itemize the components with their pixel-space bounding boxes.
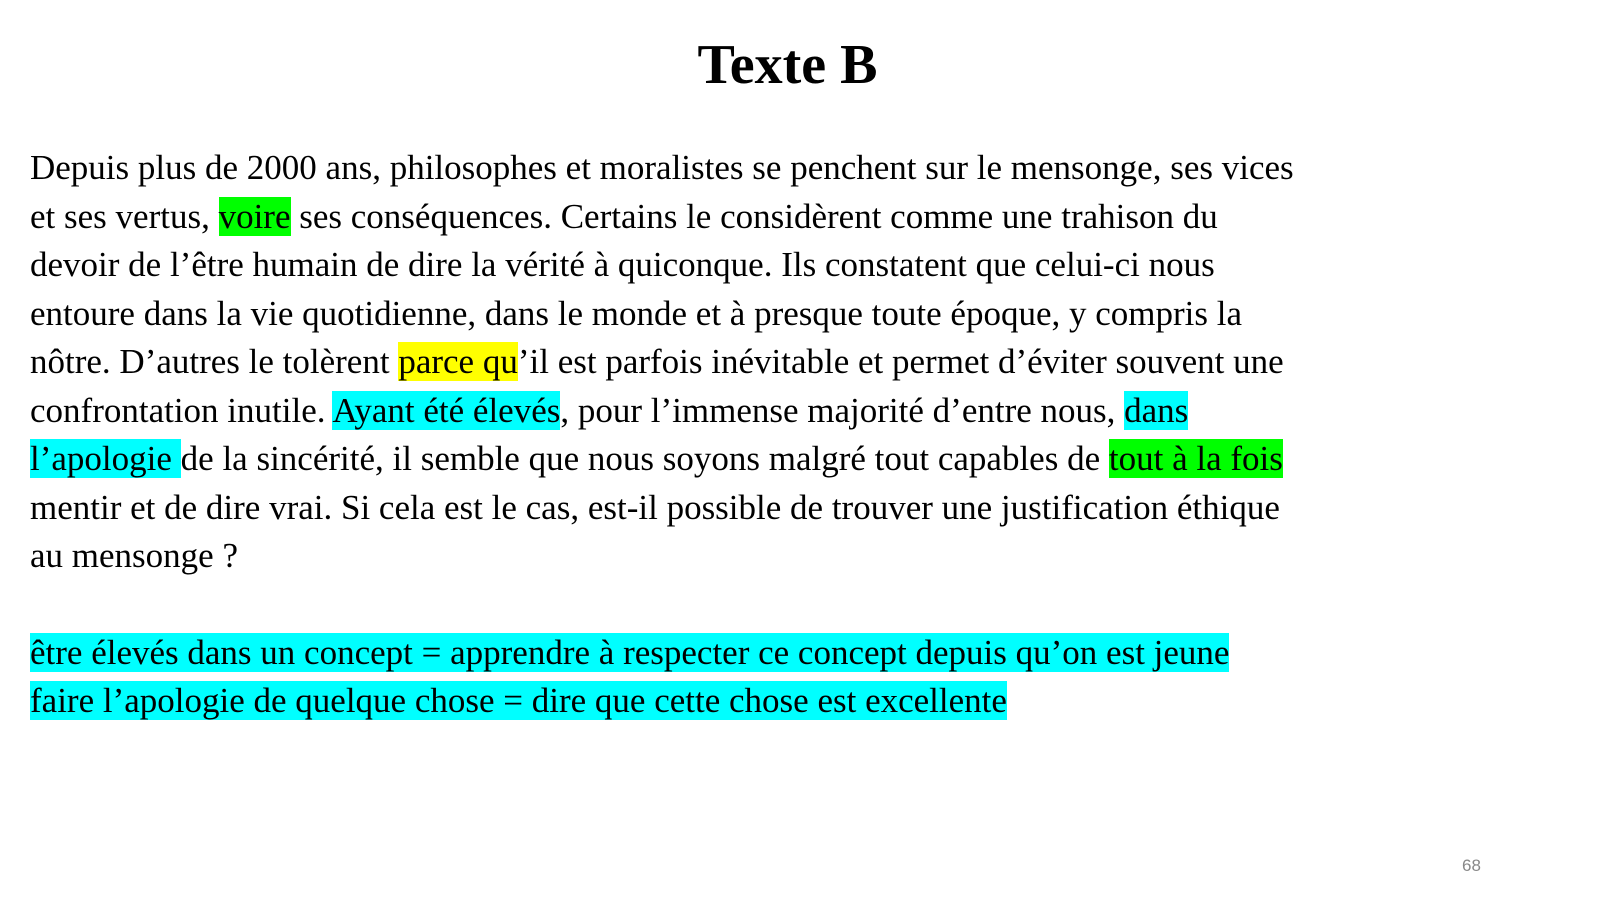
gloss-line: [30, 629, 1510, 678]
text-segment: confrontation inutile.: [30, 390, 333, 430]
text-line: au mensonge ?: [30, 536, 238, 575]
text-segment: de la sincérité, il semble que nous soyons malgré tout capables de: [180, 439, 1109, 478]
text-line: mentir et de dire vrai. Si cela est le cas, est-il possible de trouver une justification éthique: [30, 487, 1280, 527]
text-line: [30, 338, 1510, 387]
highlight-ayant-ete-eleves: Ayant été élevés: [332, 390, 561, 430]
text-line: [30, 387, 1510, 436]
text-segment: nôtre. D’autres le tolèrent: [30, 342, 399, 381]
text-line: Depuis plus de 2000 ans, philosophes et moralistes se penchent sur le mensonge, ses vices: [30, 148, 1294, 187]
text-body: [30, 144, 1510, 726]
text-line: [30, 193, 1510, 242]
highlight-tout-a-la-fois: tout à la fois: [1108, 439, 1283, 478]
slide-number: 68: [1462, 856, 1481, 875]
text-line: [30, 435, 1510, 484]
slide-title: Texte B: [697, 34, 878, 96]
text-line: devoir de l’être humain de dire la vérité à quiconque. Ils constatent que celui-ci nous: [30, 245, 1215, 284]
gloss-eleves: être élevés dans un concept = apprendre à respecter ce concept depuis qu’on est jeune: [30, 632, 1230, 672]
main-paragraph: [30, 144, 1510, 581]
text-segment: et ses vertus,: [30, 196, 219, 236]
highlight-dans: dans: [1124, 390, 1189, 430]
highlight-voire: voire: [218, 196, 291, 236]
text-line: entoure dans la vie quotidienne, dans le monde et à presque toute époque, y compris la: [30, 293, 1242, 333]
highlight-parce-qu: parce qu: [398, 342, 518, 381]
text-segment: ses conséquences. Certains le considèrent comme une trahison du: [290, 196, 1218, 236]
highlight-apologie: l’apologie: [30, 439, 181, 478]
gloss-line: [30, 677, 1510, 726]
gloss-list: [30, 629, 1510, 726]
text-segment: , pour l’immense majorité d’entre nous,: [560, 390, 1125, 430]
gloss-apologie: faire l’apologie de quelque chose = dire que cette chose est excellente: [30, 681, 1007, 720]
text-segment: ’il est parfois inévitable et permet d’éviter souvent une: [517, 342, 1284, 381]
